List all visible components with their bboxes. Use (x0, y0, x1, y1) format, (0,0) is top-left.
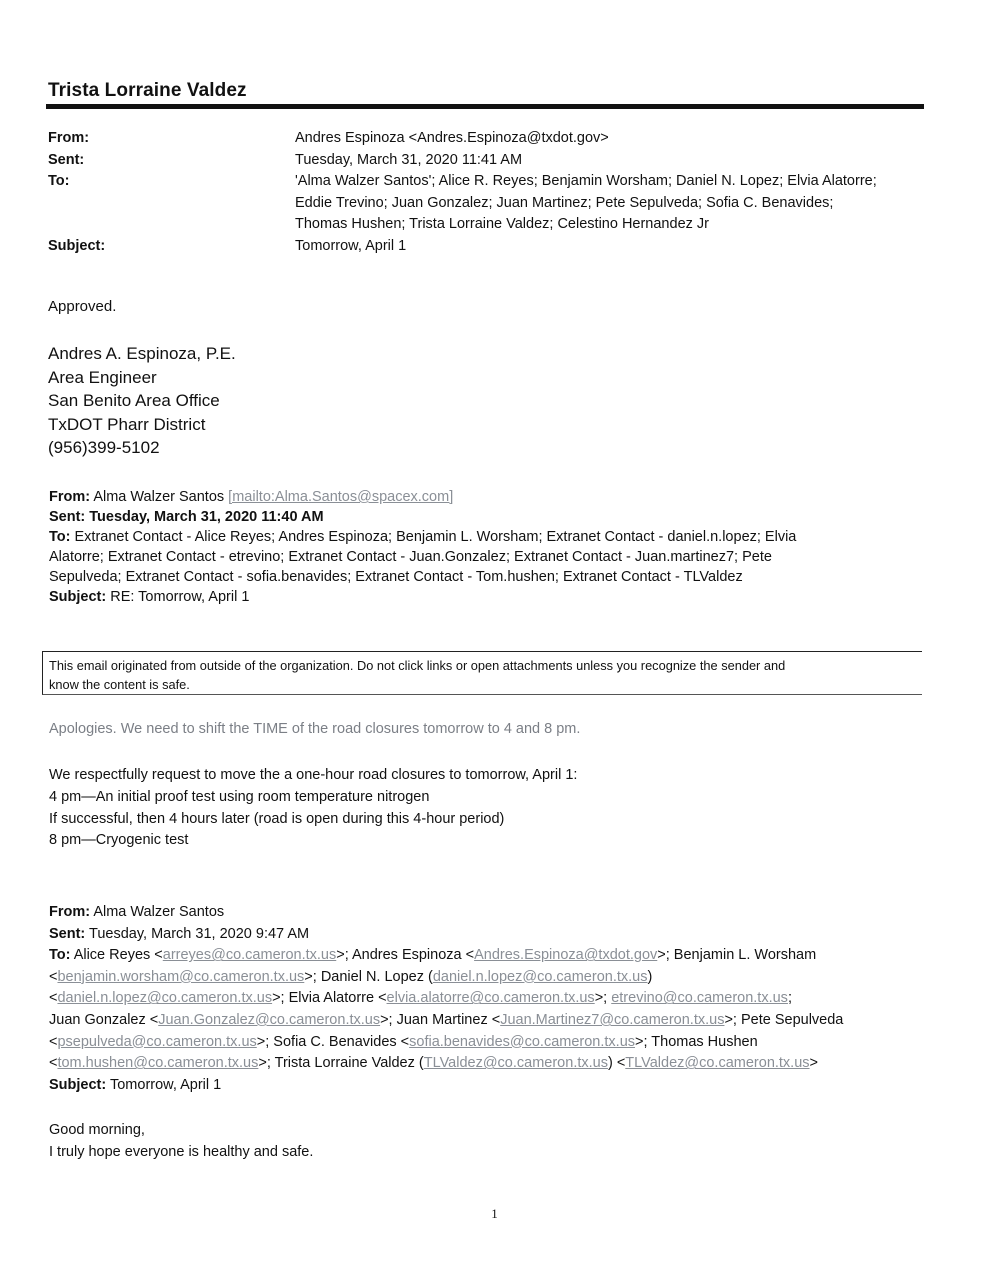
forwarded-header-1 (49, 487, 927, 607)
fwd1-sent-row (49, 507, 927, 527)
to-row (48, 171, 928, 236)
recipient-3-pre: < (49, 968, 58, 985)
sent-row (48, 150, 928, 172)
fwd2-from-row (49, 902, 927, 924)
recipient-6-post: >; (594, 990, 612, 1007)
sent-value: Tuesday, March 31, 2020 11:41 AM (295, 151, 523, 168)
fwd1-to-line-1: Extranet Contact - Alice Reyes; Andres Espinoza; Benjamin L. Worsham; Extranet Contact - daniel.n.lopez; Elvia (74, 529, 797, 545)
signature-title: Area Engineer (48, 367, 157, 387)
subject-value: Tomorrow, April 1 (295, 237, 407, 254)
header-rule (46, 104, 924, 109)
recipient-10-pre: < (49, 1033, 58, 1050)
recipient-5-pre: < (49, 990, 58, 1007)
request-line-2: 4 pm—An initial proof test using room temperature nitrogen (49, 788, 430, 805)
recipient-11-post: >; Thomas Hushen (635, 1033, 758, 1050)
to-value-line-1: 'Alma Walzer Santos'; Alice R. Reyes; Benjamin Worsham; Daniel N. Lopez; Elvia Alatorre; (295, 173, 877, 189)
fwd1-mailto-link[interactable]: [mailto:Alma.Santos@spacex.com] (228, 489, 454, 505)
fwd1-subject-label: Subject: (49, 589, 107, 605)
fwd1-to-label: To: (49, 529, 71, 545)
recipient-12-pre: < (49, 1055, 58, 1072)
recipient-4-email-link[interactable]: daniel.n.lopez@co.cameron.tx.us (432, 968, 648, 985)
sent-label: Sent: (48, 151, 85, 168)
fwd2-sent-value: Tuesday, March 31, 2020 9:47 AM (89, 925, 310, 942)
recipient-11-email-link[interactable]: sofia.benavides@co.cameron.tx.us (409, 1033, 636, 1050)
fwd2-sent-label: Sent: (49, 925, 86, 942)
recipient-10-post: >; Sofia C. Benavides < (256, 1033, 410, 1050)
recipient-8-pre: Juan Gonzalez < (49, 1011, 159, 1028)
recipient-13-email-link[interactable]: TLValdez@co.cameron.tx.us (423, 1055, 608, 1072)
mailbox-owner-name: Trista Lorraine Valdez (48, 80, 247, 101)
request-paragraph (49, 765, 577, 852)
fwd1-from-row (49, 487, 927, 507)
recipient-2-email-link[interactable]: Andres.Espinoza@txdot.gov (474, 947, 658, 964)
fwd2-to-label: To: (49, 947, 71, 964)
apology-text: Apologies. We need to shift the TIME of the road closures tomorrow to 4 and 8 pm. (49, 721, 581, 737)
fwd1-to-line-3: Sepulveda; Extranet Contact - sofia.benavides; Extranet Contact - Tom.hushen; Extranet Contact - TLValdez (49, 569, 743, 585)
fwd1-subject-row (49, 587, 927, 607)
fwd2-subject-value: Tomorrow, April 1 (109, 1076, 222, 1093)
recipient-1-pre: Alice Reyes < (70, 947, 163, 964)
fwd1-subject-value: RE: Tomorrow, April 1 (110, 589, 250, 605)
recipient-9-email-link[interactable]: Juan.Martinez7@co.cameron.tx.us (500, 1011, 725, 1028)
fwd2-subject-label: Subject: (49, 1076, 107, 1093)
recipient-10-email-link[interactable]: psepulveda@co.cameron.tx.us (57, 1033, 257, 1050)
forwarded-header-2 (49, 902, 927, 1096)
fwd1-sent-value: Tuesday, March 31, 2020 11:40 AM (89, 509, 324, 525)
reply-text: Approved. (48, 298, 117, 315)
recipient-8-email-link[interactable]: Juan.Gonzalez@co.cameron.tx.us (158, 1011, 381, 1028)
recipient-8-post: >; Juan Martinez < (380, 1011, 501, 1028)
to-value-line-3: Thomas Hushen; Trista Lorraine Valdez; Celestino Hernandez Jr (295, 216, 709, 232)
to-value-line-2: Eddie Trevino; Juan Gonzalez; Juan Martinez; Pete Sepulveda; Sofia C. Benavides; (295, 194, 834, 211)
recipient-7-post: ; (787, 990, 792, 1007)
recipient-4-post: ) (647, 968, 653, 985)
page-number: 1 (491, 1206, 498, 1221)
recipient-9-post: >; Pete Sepulveda (724, 1011, 844, 1028)
recipient-5-email-link[interactable]: daniel.n.lopez@co.cameron.tx.us (57, 990, 273, 1007)
fwd2-from-label: From: (49, 904, 91, 920)
fwd2-subject-row (49, 1075, 927, 1097)
recipient-3-post: >; Daniel N. Lopez ( (304, 968, 433, 985)
signature-phone: (956)399-5102 (48, 438, 160, 457)
recipient-14-email-link[interactable]: TLValdez@co.cameron.tx.us (625, 1055, 810, 1072)
fwd1-from-label: From: (49, 489, 91, 505)
greeting-line-1: Good morning, (49, 1122, 145, 1138)
recipient-1-email-link[interactable]: arreyes@co.cameron.tx.us (162, 947, 337, 964)
greeting-line-2: I truly hope everyone is healthy and safe. (49, 1143, 314, 1160)
subject-label: Subject: (48, 237, 106, 254)
fwd1-to-line-2: Alatorre; Extranet Contact - etrevino; Extranet Contact - Juan.Gonzalez; Extranet Contact - Juan.martinez7; Pete (49, 549, 772, 565)
recipient-2-post: >; Benjamin L. Worsham (657, 947, 817, 964)
recipient-7-email-link[interactable]: etrevino@co.cameron.tx.us (611, 990, 788, 1007)
signature-name: Andres A. Espinoza, P.E. (48, 344, 236, 363)
request-line-3: If successful, then 4 hours later (road is open during this 4-hour period) (49, 810, 505, 827)
recipient-14-post: > (809, 1055, 818, 1072)
fwd2-sent-row (49, 924, 927, 946)
recipient-3-email-link[interactable]: benjamin.worsham@co.cameron.tx.us (57, 968, 305, 985)
recipient-5-post: >; Elvia Alatorre < (272, 990, 387, 1007)
email-header (48, 128, 928, 257)
signature-block (48, 342, 236, 460)
fwd2-from-value: Alma Walzer Santos (93, 904, 225, 920)
from-value: Andres Espinoza <Andres.Espinoza@txdot.gov> (295, 130, 609, 146)
recipient-13-post: ) < (607, 1055, 626, 1072)
recipient-12-post: >; Trista Lorraine Valdez ( (258, 1055, 424, 1072)
from-label: From: (48, 130, 90, 146)
signature-district: TxDOT Pharr District (48, 414, 206, 434)
to-label: To: (48, 173, 70, 189)
recipient-6-email-link[interactable]: elvia.alatorre@co.cameron.tx.us (386, 990, 595, 1007)
fwd1-from-name: Alma Walzer Santos (93, 489, 229, 505)
recipient-1-post: >; Andres Espinoza < (336, 947, 475, 964)
subject-row (48, 236, 928, 258)
recipient-12-email-link[interactable]: tom.hushen@co.cameron.tx.us (57, 1055, 259, 1072)
from-row (48, 128, 928, 150)
fwd2-to-block (49, 945, 927, 1075)
signature-office: San Benito Area Office (48, 391, 220, 410)
warning-line-1: This email originated from outside of the organization. Do not click links or open attachments unless you recognize the sender and (49, 658, 786, 673)
request-line-4: 8 pm—Cryogenic test (49, 832, 189, 849)
request-line-1: We respectfully request to move the a one-hour road closures to tomorrow, April 1: (49, 767, 578, 783)
warning-line-2: know the content is safe. (49, 677, 190, 692)
fwd1-to-row (49, 527, 927, 547)
fwd1-sent-label: Sent: (49, 509, 86, 525)
external-email-warning (42, 651, 922, 695)
greeting-paragraph (49, 1120, 313, 1164)
